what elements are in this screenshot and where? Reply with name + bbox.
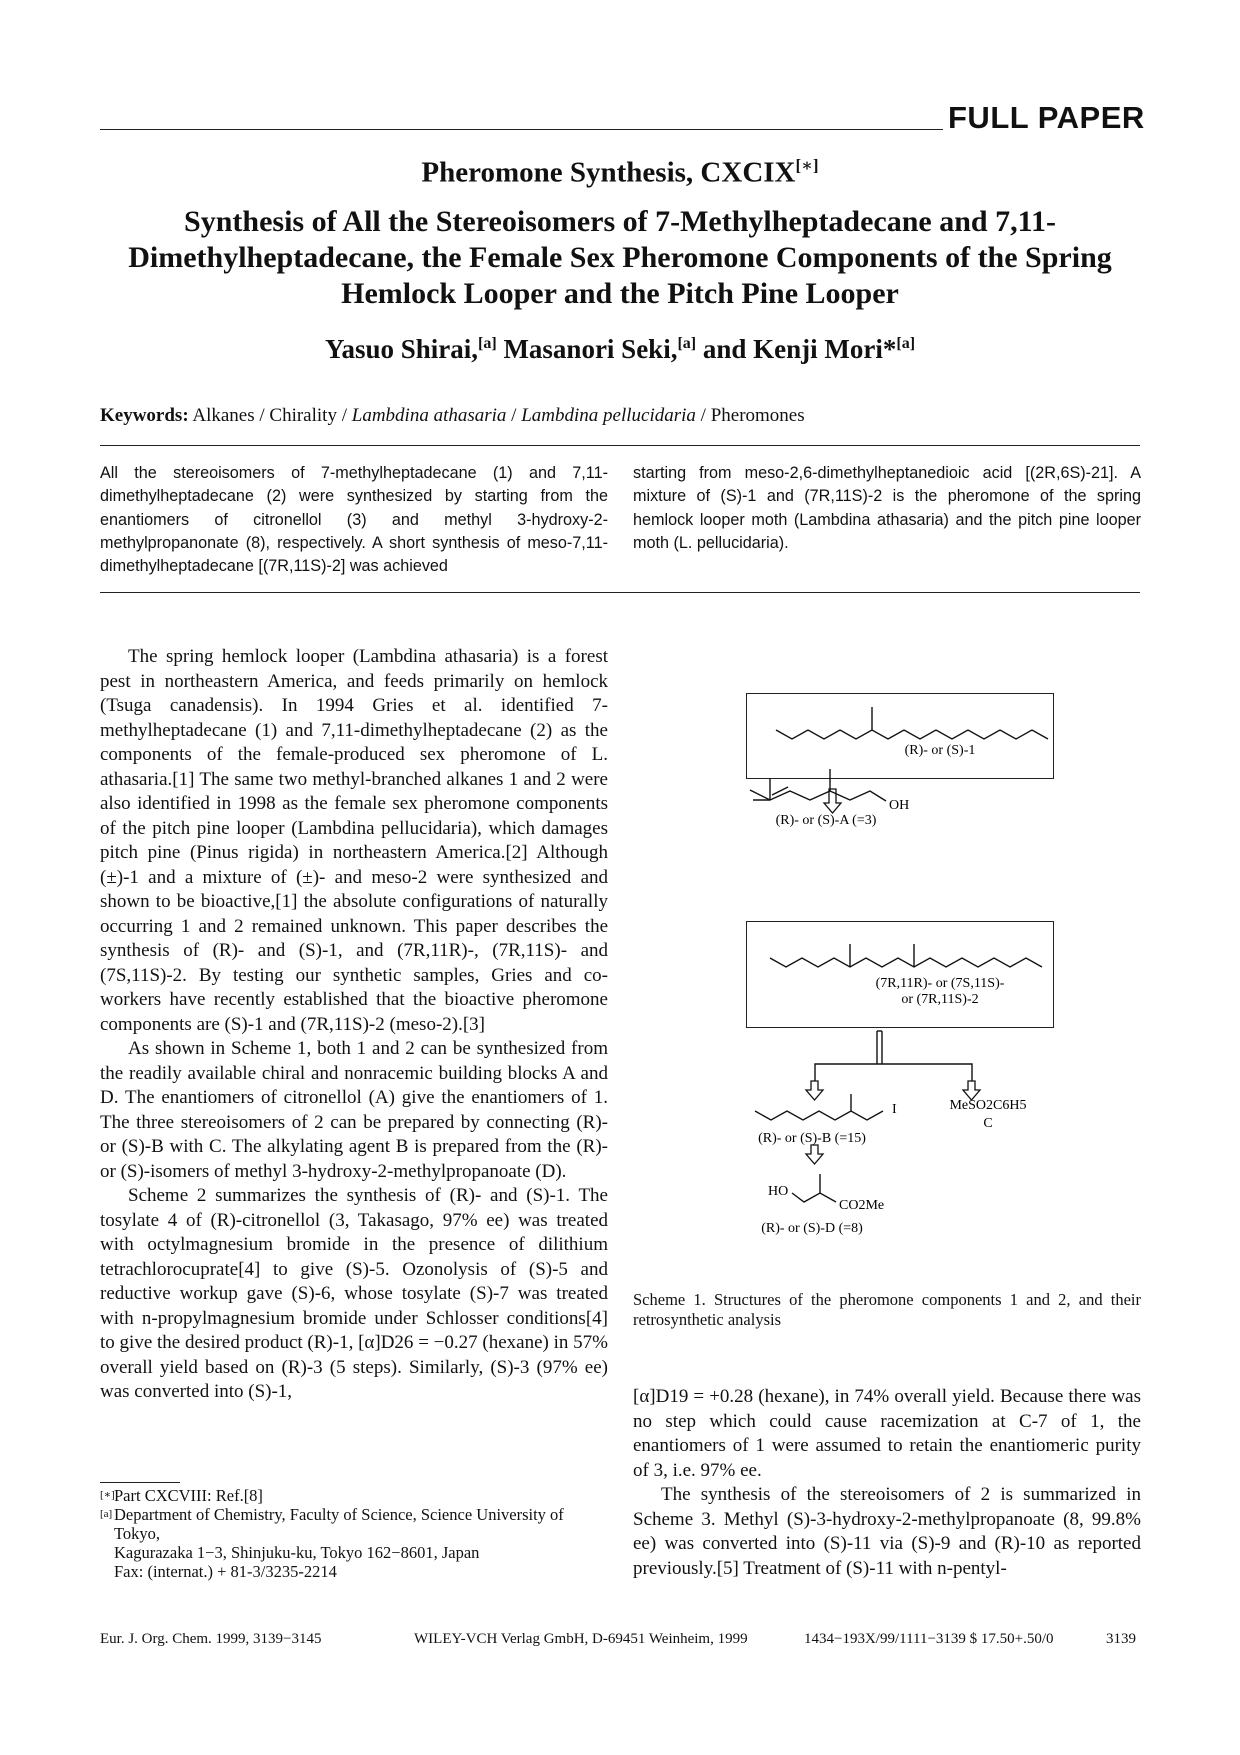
section-label: FULL PAPER — [948, 100, 1145, 135]
keyword: Lambdina athasaria — [351, 405, 507, 426]
footnote-rule — [100, 1482, 180, 1483]
keywords-label: Keywords: — [100, 405, 189, 426]
footer-issn: 1434−193X/99/1111−3139 $ 17.50+.50/0 — [804, 1631, 1054, 1647]
label-compound-2-line1: (7R,11R)- or (7S,11S)- — [875, 976, 1005, 991]
keyword: Lambdina pellucidaria — [521, 405, 696, 426]
label-oh: OH — [889, 798, 910, 813]
abstract-bottom-rule — [100, 592, 1140, 593]
chain-B — [755, 1111, 883, 1120]
footnote-mark: [∗] — [100, 1489, 115, 1501]
paper-title: Synthesis of All the Stereoisomers of 7-Methylheptadecane and 7,11-Dimethylheptadecane, the Female Sex Pheromone Components of the Spring Hemlock Looper and the Pitch Pine Looper — [128, 205, 1112, 310]
header-rule — [100, 129, 943, 130]
footer-publisher: WILEY-VCH Verlag GmbH, D-69451 Weinheim, 1999 — [414, 1631, 748, 1647]
author-2: Masanori Seki, — [503, 334, 678, 364]
keyword: Pheromones — [710, 405, 805, 426]
label-formula-C: MeSO2C6H5 — [949, 1098, 1027, 1113]
body-paragraph: As shown in Scheme 1, both 1 and 2 can be synthesized from the readily available chiral and nonracemic building blocks A and D. The enantiomers of citronellol (A) give the enantiomers of 1. The three stereoisomers of 2 can be prepared by connecting (R)- or (S)-B with C. The alkylating agent B is prepared from the (R)- or (S)-isomers of methyl 3-hydroxy-2-methylpropanoate (D). — [100, 1038, 608, 1182]
series-mark: [∗] — [795, 156, 819, 175]
author-3: and Kenji Mori* — [702, 334, 897, 364]
split-arrow — [815, 1064, 972, 1081]
scheme-caption: Scheme 1. Structures of the pheromone components 1 and 2, and their retrosynthetic analysis — [633, 1290, 1141, 1329]
keywords-line: Keywords: Alkanes / Chirality / Lambdina athasaria / Lambdina pellucidaria / Pheromones — [100, 405, 805, 426]
footnote-text: Department of Chemistry, Faculty of Science, Science University of Tokyo, Kagurazaka 1−3, Shinjuku-ku, Tokyo 162−8601, Japan Fax: (internat.) + 81-3/3235-2214 — [114, 1505, 564, 1581]
author-list — [0, 334, 1240, 365]
label-compound-2-line2: or (7R,11S)-2 — [901, 992, 979, 1007]
label-compound-B: (R)- or (S)-B (=15) — [758, 1131, 866, 1146]
body-paragraph: Scheme 2 summarizes the synthesis of (R)- and (S)-1. The tosylate 4 of (R)-citronellol (3, Takasago, 97% ee) was treated with octylmagnesium bromide in the presence of dilithium tetrachlorocuprate[4] to give (S)-5. Ozonolysis of (S)-5 and reductive workup gave (S)-6, whose tosylate (S)-7 was treated with n-propylmagnesium bromide under Schlosser conditions[4] to give the desired product (R)-1, [α]D26 = −0.27 (hexane) in 57% overall yield based on (R)-3 (5 steps). Similarly, (S)-3 (97% ee) was converted into (S)-1, — [100, 1185, 608, 1402]
keyword: Chirality — [269, 405, 337, 426]
chain-2 — [770, 958, 1042, 967]
affil-mark-1: [a] — [478, 335, 497, 352]
footnote — [100, 1486, 608, 1505]
label-compound-1: (R)- or (S)-1 — [904, 743, 976, 758]
keyword: Alkanes — [192, 405, 255, 426]
footnote — [100, 1505, 608, 1581]
retro-arrow-D — [806, 1145, 823, 1164]
retro-arrow-B — [806, 1081, 823, 1100]
scheme-1-graphic — [740, 690, 1160, 1270]
series-text: Pheromone Synthesis, CXCIX — [421, 156, 796, 189]
label-compound-C: C — [983, 1116, 993, 1131]
body-left-column — [100, 645, 608, 1405]
chain-1 — [776, 730, 1048, 739]
footnote-mark: [a] — [100, 1508, 113, 1520]
affil-mark-3: [a] — [896, 335, 916, 352]
footer-page-number: 3139 — [1106, 1631, 1136, 1647]
abstract-left: All the stereoisomers of 7-methylheptadecane (1) and 7,11-dimethylheptadecane (2) were synthesized by starting from the enantiomers of citronellol (3) and methyl 3-hydroxy-2-methylpropanonate (8), respectively. A short synthesis of meso-7,11-dimethylheptadecane [(7R,11S)-2] was achieved — [100, 464, 608, 576]
label-ho: HO — [768, 1184, 789, 1199]
label-iodide: I — [892, 1102, 897, 1117]
body-paragraph: The synthesis of the stereoisomers of 2 is summarized in Scheme 3. Methyl (S)-3-hydroxy-2-methylpropanoate (8, 99.8% ee) was converted into (S)-11 via (S)-9 and (R)-10 as reported previously.[5] Treatment of (S)-11 with n-pentyl- — [633, 1484, 1141, 1579]
label-compound-A: (R)- or (S)-A (=3) — [775, 813, 877, 828]
chain-D — [792, 1193, 836, 1202]
body-paragraph: [α]D19 = +0.28 (hexane), in 74% overall yield. Because there was no step which could cause racemization at C-7 of 1, the enantiomers of 1 were assumed to retain the enantiomeric purity of 3, i.e. 97% ee. — [633, 1386, 1141, 1481]
abstract-right: starting from meso-2,6-dimethylheptanedioic acid [(2R,6S)-21]. A mixture of (S)-1 and (7R,11S)-2 is the pheromone of the spring hemlock looper moth (Lambdina athasaria) and the pitch pine looper moth (L. pellucidaria). — [633, 464, 1141, 552]
label-co2me: CO2Me — [839, 1198, 885, 1213]
footer-journal: Eur. J. Org. Chem. 1999, 3139−3145 — [100, 1631, 322, 1647]
affil-mark-2: [a] — [677, 335, 697, 352]
footnotes — [100, 1486, 608, 1581]
footnote-text: Part CXCVIII: Ref.[8] — [114, 1486, 263, 1505]
body-right-column — [633, 1385, 1141, 1581]
label-compound-D: (R)- or (S)-D (=8) — [761, 1221, 863, 1236]
body-paragraph: The spring hemlock looper (Lambdina athasaria) is a forest pest in northeastern America, and feeds primarily on hemlock (Tsuga canadensis). In 1994 Gries et al. identified 7-methylheptadecane (1) and 7,11-dimethylheptadecane (2) as the components of the female-produced sex pheromone of L. athasaria.[1] The same two methyl-branched alkanes 1 and 2 were also identified in 1998 as the female sex pheromone components of the pitch pine looper (Lambdina pellucidaria), which damages pitch pine (Pinus rigida) in northeastern America.[2] Although (±)-1 and a mixture of (±)- and meso-2 were synthesized and shown to be bioactive,[1] the absolute configurations of naturally occurring 1 and 2 remained unknown. This paper describes the synthesis of (R)- and (S)-1, and (7R,11R)-, (7R,11S)- and (7S,11S)-2. By testing our synthetic samples, Gries and co-workers have recently established that the bioactive pheromone components are (S)-1 and (7R,11S)-2 (meso-2).[3] — [100, 646, 608, 1035]
abstract-top-rule — [100, 445, 1140, 446]
series-title — [0, 156, 1240, 190]
author-1: Yasuo Shirai, — [324, 334, 479, 364]
